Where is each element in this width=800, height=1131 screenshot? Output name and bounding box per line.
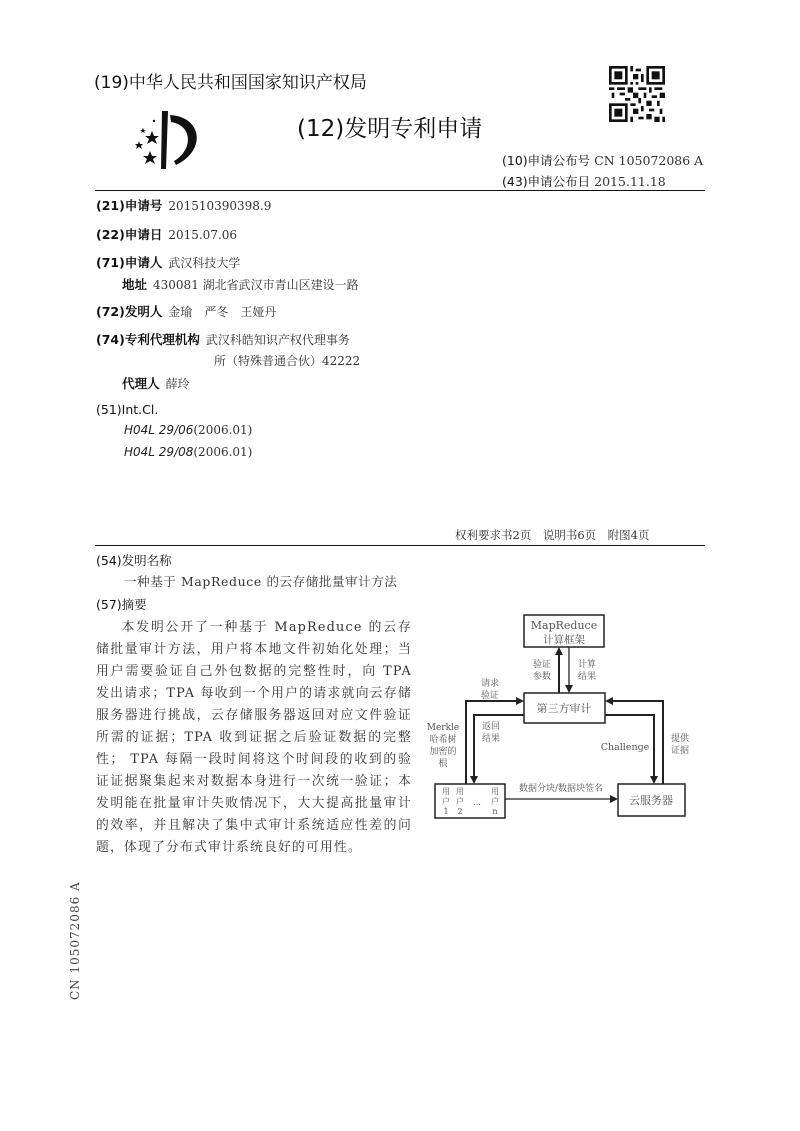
applicant-field <box>96 253 240 271</box>
merkle-label: 根 <box>438 759 448 769</box>
ipc-code: H04L 29/06 <box>124 423 194 437</box>
request-verify-label: 验证 <box>480 691 500 701</box>
star-icon <box>140 128 146 133</box>
publication-number-row <box>502 151 703 169</box>
ipc-label: (51)Int.Cl. <box>96 402 159 417</box>
verify-params-label: 验证 <box>532 660 552 670</box>
user-label: 户 <box>442 797 450 806</box>
address-label: 地址 <box>122 277 148 292</box>
merkle-label: 加密的 <box>429 747 457 757</box>
abstract-text: 本发明公开了一种基于 MapReduce 的云存储批量审计方法，用户将本地文件初始化处理；当用户需要验证自己外包数据的完整性时，向 TPA 发出请求；TPA 每收到一个用户的请求就向云存储服务器进行挑战，云存储服务器返回对应文件验证所需的证据；TPA 收到证据之后验证数据的完整性； TPA 每隔一段时间将这个时间段的收到的验证证据聚集起来对数据本身进行一次统一验证；本发明能在批量审计失败情况下，大大提高批量审计的效率，并且解决了集中式审计系统适应性差的问题，体现了分布式审计系统良好的可用性。 <box>96 620 412 855</box>
cloud-server-label: 云服务器 <box>629 794 673 807</box>
ipc-version: (2006.01) <box>193 445 253 459</box>
agent: 薛玲 <box>165 377 190 391</box>
invention-title: 一种基于 MapReduce 的云存储批量审计方法 <box>124 574 398 589</box>
agency-line-2-row <box>214 352 360 369</box>
cnipa-logo-icon <box>128 103 208 171</box>
inventors-label: (72)发明人 <box>96 304 163 319</box>
user-label: 户 <box>491 797 499 806</box>
qr-code-icon <box>609 66 665 122</box>
mapreduce-label: MapReduce <box>530 619 598 632</box>
user-label: 1 <box>443 807 449 816</box>
user-label: 用 <box>442 787 450 796</box>
abstract-label: (57)摘要 <box>96 597 147 612</box>
filing-date: 2015.07.06 <box>168 228 238 242</box>
tpa-label: 第三方审计 <box>536 702 592 715</box>
compute-result-label: 计算 <box>577 660 597 670</box>
inventors: 金瑜 严冬 王娅丹 <box>168 305 277 319</box>
application-number-label: (21)申请号 <box>96 198 163 213</box>
mapreduce-sublabel: 计算框架 <box>543 634 585 646</box>
header-divider <box>95 190 705 191</box>
applicant: 武汉科技大学 <box>168 256 241 270</box>
agency-label: (74)专利代理机构 <box>96 332 200 347</box>
agency-field <box>96 330 350 348</box>
verify-params-label: 参数 <box>532 672 552 682</box>
return-result-label: 结果 <box>481 734 501 744</box>
application-number: 201510390398.9 <box>168 199 272 213</box>
patent-office-name: (19)中华人民共和国国家知识产权局 <box>94 73 367 93</box>
user-ellipsis: … <box>473 798 481 807</box>
star-icon <box>145 131 159 144</box>
return-result-label: 返回 <box>481 722 501 732</box>
user-label: 2 <box>457 807 463 816</box>
system-diagram <box>425 605 715 825</box>
section-divider <box>95 545 705 546</box>
user-label: n <box>492 807 498 816</box>
agency-line-1: 武汉科皓知识产权代理事务 <box>205 333 350 347</box>
inventors-field <box>96 302 276 320</box>
page-counts: 权利要求书2页 说明书6页 附图4页 <box>455 528 650 542</box>
filing-date-field <box>96 225 237 243</box>
user-label: 用 <box>456 787 464 796</box>
ipc-entry <box>124 423 252 437</box>
data-sign-label: 数据分块/数据块签名 <box>518 784 604 794</box>
request-verify-label: 请求 <box>480 679 500 689</box>
merkle-label: Merkle <box>426 723 460 733</box>
publication-date-row <box>502 172 666 190</box>
user-label: 户 <box>456 797 464 806</box>
provide-evidence-label: 提供 <box>670 734 690 744</box>
application-number-field <box>96 196 271 214</box>
address-field <box>122 275 359 293</box>
applicant-label: (71)申请人 <box>96 255 163 270</box>
compute-result-label: 结果 <box>577 672 597 682</box>
merkle-label: 哈希树 <box>429 735 457 745</box>
agent-field <box>122 374 190 392</box>
agency-line-2: 所（特殊普通合伙）42222 <box>214 354 361 368</box>
publication-number: CN 105072086 A <box>594 153 704 168</box>
user-label: 用 <box>491 787 499 796</box>
title-label: (54)发明名称 <box>96 553 172 568</box>
filing-date-label: (22)申请日 <box>96 227 163 242</box>
publication-type: (12)发明专利申请 <box>297 116 483 142</box>
address: 430081 湖北省武汉市青山区建设一路 <box>153 278 359 292</box>
side-publication-number: CN 105072086 A <box>68 881 82 1000</box>
publication-number-label: (10)申请公布号 <box>502 153 591 168</box>
publication-date: 2015.11.18 <box>594 174 666 189</box>
challenge-label: Challenge <box>600 742 650 753</box>
star-icon <box>143 151 157 164</box>
agent-label: 代理人 <box>122 376 160 391</box>
ipc-entry <box>124 445 252 459</box>
ipc-version: (2006.01) <box>193 423 253 437</box>
ipc-code: H04L 29/08 <box>124 445 194 459</box>
publication-date-label: (43)申请公布日 <box>502 174 591 189</box>
ipc-field <box>96 402 158 417</box>
provide-evidence-label: 证据 <box>670 746 690 756</box>
star-icon <box>135 141 143 149</box>
